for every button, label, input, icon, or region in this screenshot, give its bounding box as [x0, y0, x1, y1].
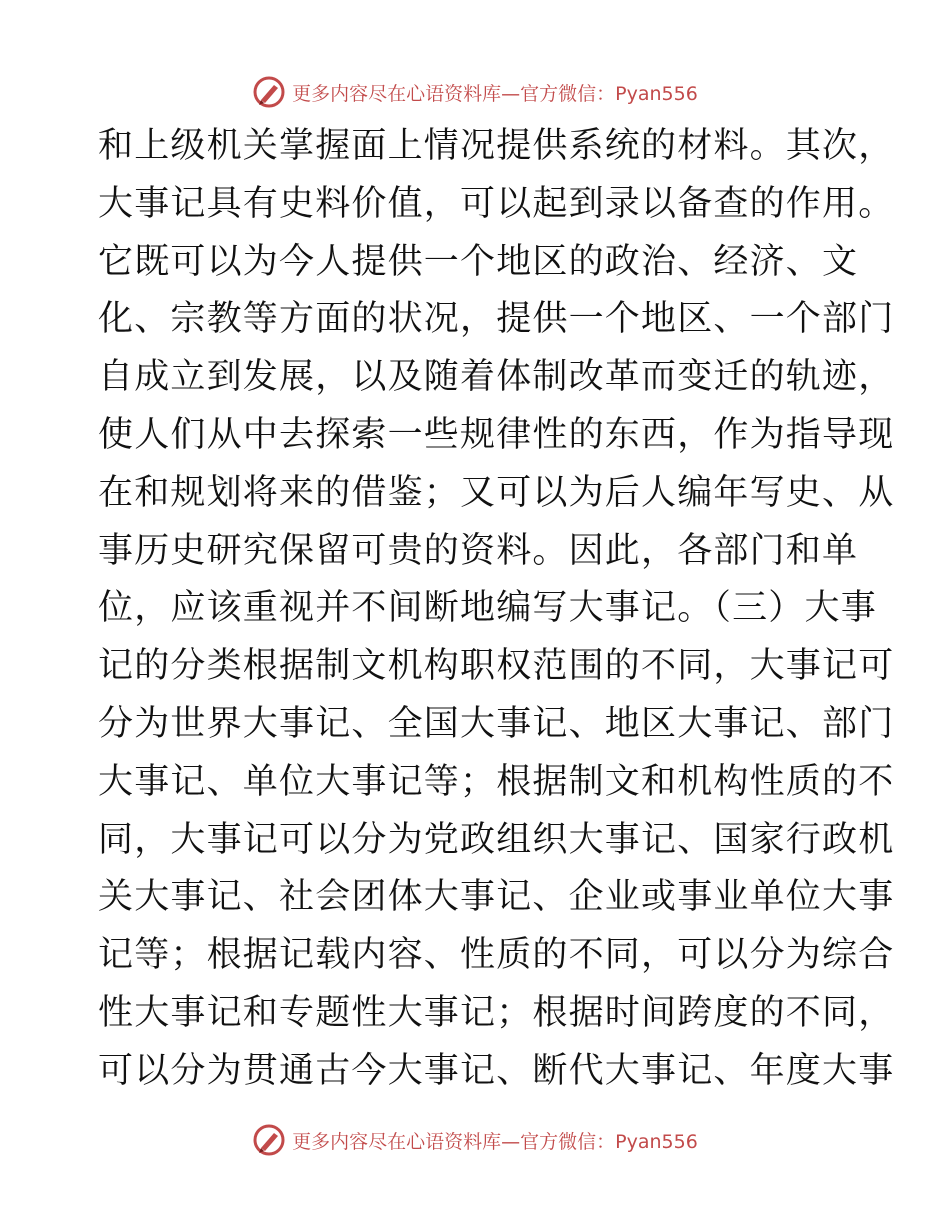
body-line: 和上级机关掌握面上情况提供系统的材料。其次，	[98, 126, 895, 166]
pen-circle-logo-icon	[252, 1123, 286, 1157]
body-line: 大事记、单位大事记等；根据制文和机构性质的不	[98, 761, 895, 802]
body-line: 事历史研究保留可贵的资料。因此，各部门和单	[98, 530, 859, 571]
body-line: 在和规划将来的借鉴；又可以为后人编年写史、从	[98, 472, 895, 513]
body-line: 可以分为贯通古今大事记、断代大事记、年度大事	[98, 1050, 895, 1091]
header-banner-text: 更多内容尽在心语资料库—官方微信：Pyan556	[292, 82, 698, 105]
body-line: 同，大事记可以分为党政组织大事记、国家行政机	[98, 819, 895, 860]
body-line: 化、宗教等方面的状况，提供一个地区、一个部门	[98, 299, 895, 340]
header-banner	[0, 72, 950, 112]
body-line: 大事记具有史料价值，可以起到录以备查的作用。	[98, 183, 895, 224]
body-line: 记等；根据记载内容、性质的不同，可以分为综合	[98, 935, 895, 976]
document-body	[98, 118, 895, 1101]
body-line: 关大事记、社会团体大事记、企业或事业单位大事	[98, 877, 895, 918]
body-line: 它既可以为今人提供一个地区的政治、经济、文	[98, 241, 859, 282]
body-line: 位，应该重视并不间断地编写大事记。（三）大事	[98, 588, 877, 629]
body-line: 分为世界大事记、全国大事记、地区大事记、部门	[98, 703, 895, 744]
body-line: 使人们从中去探索一些规律性的东西，作为指导现	[98, 414, 895, 455]
body-line: 记的分类根据制文机构职权范围的不同，大事记可	[98, 646, 895, 687]
body-line: 性大事记和专题性大事记；根据时间跨度的不同，	[98, 992, 895, 1033]
footer-banner	[0, 1120, 950, 1160]
footer-banner-text: 更多内容尽在心语资料库—官方微信：Pyan556	[292, 1130, 698, 1153]
pen-circle-logo-icon	[252, 75, 286, 109]
body-line: 自成立到发展，以及随着体制改革而变迁的轨迹，	[98, 357, 895, 398]
